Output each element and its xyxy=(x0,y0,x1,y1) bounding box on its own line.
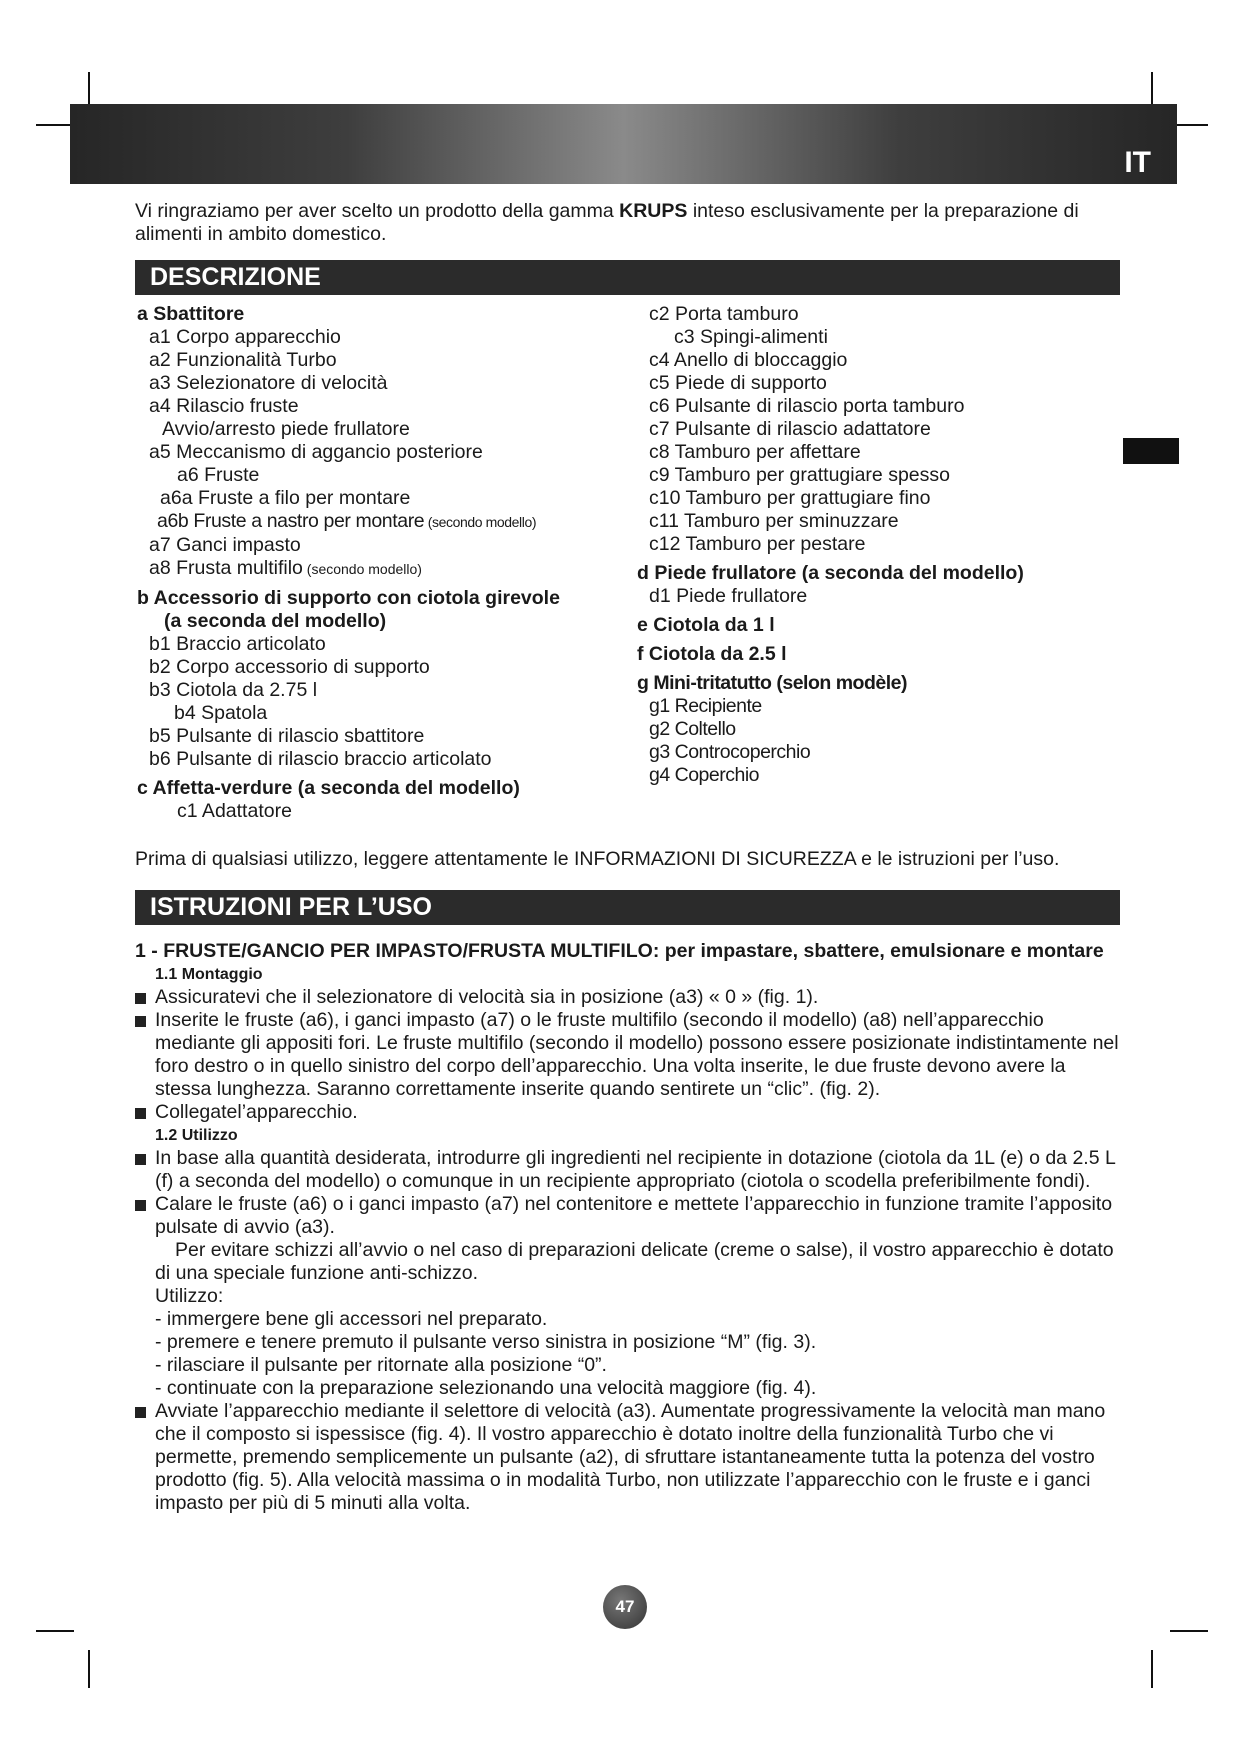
description-item: c3 Spingi-alimenti xyxy=(674,326,828,348)
description-item: (a seconda del modello) xyxy=(164,610,387,632)
description-item: a3 Selezionatore di velocità xyxy=(149,372,388,394)
description-item: c4 Anello di bloccaggio xyxy=(649,349,848,371)
description-item: a7 Ganci impasto xyxy=(149,534,301,556)
section-header-istruzioni: ISTRUZIONI PER L’USO xyxy=(135,890,1120,925)
description-item: b Accessorio di supporto con ciotola girevole xyxy=(137,587,560,609)
description-item: a6b Fruste a nastro per montare (secondo modello) xyxy=(157,510,537,532)
description-item: a6 Fruste xyxy=(177,464,260,486)
intro-paragraph xyxy=(135,200,1120,246)
step-item: - premere e tenere premuto il pulsante verso sinistra in posizione “M” (fig. 3). xyxy=(155,1331,817,1353)
description-item: e Ciotola da 1 l xyxy=(637,614,775,636)
description-item: d Piede frullatore (a seconda del modello) xyxy=(637,562,1024,584)
intro-text: inteso esclusivamente per la preparazione di alimenti in ambito domestico. xyxy=(135,200,1079,245)
bullet-item: Calare le fruste (a6) o i ganci impasto (a7) nel contenitore e mettete l’apparecchio in funzione tramite l’apposito pulsate di avvio (a3). xyxy=(135,1193,1120,1239)
description-item: b6 Pulsante di rilascio braccio articolato xyxy=(149,748,492,770)
description-item: b3 Ciotola da 2.75 l xyxy=(149,679,318,701)
description-item: d1 Piede frullatore xyxy=(649,585,808,607)
description-item: c10 Tamburo per grattugiare fino xyxy=(649,487,931,509)
subsection-utilizzo: 1.2 Utilizzo xyxy=(155,1127,238,1144)
intro-text: Vi ringraziamo per aver scelto un prodotto della gamma xyxy=(135,200,620,222)
description-item: c1 Adattatore xyxy=(177,800,292,822)
use-list xyxy=(135,1147,1120,1239)
antisplash-text: Per evitare schizzi all’avvio o nel caso di preparazioni delicate (creme o salse), il vostro apparecchio è dotato di una speciale funzione anti-schizzo. xyxy=(155,1239,1114,1284)
description-item: c7 Pulsante di rilascio adattatore xyxy=(649,418,931,440)
description-item: b4 Spatola xyxy=(174,702,268,724)
description-item: a8 Frusta multifilo (secondo modello) xyxy=(149,557,422,579)
description-item: a2 Funzionalità Turbo xyxy=(149,349,337,371)
crop-mark xyxy=(88,1650,90,1688)
description-item: a5 Meccanismo di aggancio posteriore xyxy=(149,441,483,463)
language-code: IT xyxy=(1124,146,1151,179)
description-item: g2 Coltello xyxy=(649,718,736,740)
description-item: g1 Recipiente xyxy=(649,695,762,717)
step-item: - continuate con la preparazione selezionando una velocità maggiore (fig. 4). xyxy=(155,1377,817,1399)
bullet-item: Avviate l’apparecchio mediante il selettore di velocità (a3). Aumentate progressivamente la velocità man mano che il composto si ispessisce (fig. 4). Il vostro apparecchio è dotato inoltre della funzionalità Turbo che vi permette, premendo semplicemente un pulsante (a2), di sfruttare istantaneamente tutta la potenza del vostro prodotto (fig. 5). Alla velocità massima o in modalità Turbo, non utilizzate l’apparecchio con le fruste e i ganci impasto per più di 5 minuti alla volta. xyxy=(135,1400,1120,1515)
description-item: c12 Tamburo per pestare xyxy=(649,533,866,555)
section-header-descrizione: DESCRIZIONE xyxy=(135,260,1120,295)
page-number: 47 xyxy=(603,1585,647,1629)
crop-mark xyxy=(1170,1630,1208,1632)
description-item: a Sbattitore xyxy=(137,303,245,325)
bullet-item: Assicuratevi che il selezionatore di velocità sia in posizione (a3) « 0 » (fig. 1). xyxy=(135,986,1120,1009)
crop-mark xyxy=(36,1630,74,1632)
description-item: a6a Fruste a filo per montare xyxy=(160,487,411,509)
utilizzo-label: Utilizzo: xyxy=(155,1285,224,1307)
step-item: - rilasciare il pulsante per ritornate alla posizione “0”. xyxy=(155,1354,607,1376)
description-item: f Ciotola da 2.5 l xyxy=(637,643,787,665)
usage-title: 1 - FRUSTE/GANCIO PER IMPASTO/FRUSTA MULTIFILO: per impastare, sbattere, emulsionare e montare xyxy=(135,940,1104,962)
description-item: b2 Corpo accessorio di supporto xyxy=(149,656,430,678)
description-item: a4 Rilascio fruste xyxy=(149,395,299,417)
safety-note: Prima di qualsiasi utilizzo, leggere attentamente le INFORMAZIONI DI SICUREZZA e le istruzioni per l’uso. xyxy=(135,848,1060,870)
description-item: c5 Piede di supporto xyxy=(649,372,827,394)
bullet-item: Inserite le fruste (a6), i ganci impasto (a7) o le fruste multifilo (secondo il modello) (a8) nell’apparecchio mediante gli appositi fori. Le fruste multifilo (secondo il modello) possono essere posizionate indistintamente nel foro destro o in quello sinistro del corpo dell’apparecchio. Una volta inserite, le due fruste devono avere la stessa lunghezza. Saranno correttamente inserite quando sentirete un “clic”. (fig. 2). xyxy=(135,1009,1120,1101)
description-item: b5 Pulsante di rilascio sbattitore xyxy=(149,725,425,747)
subsection-montaggio: 1.1 Montaggio xyxy=(155,966,263,983)
header-bar xyxy=(70,104,1177,184)
description-item: g3 Controcoperchio xyxy=(649,741,811,763)
description-item: c6 Pulsante di rilascio porta tamburo xyxy=(649,395,965,417)
description-right-column xyxy=(637,303,1024,787)
crop-mark xyxy=(1151,1650,1153,1688)
description-item: c9 Tamburo per grattugiare spesso xyxy=(649,464,950,486)
description-left-column xyxy=(137,303,560,823)
description-item: a1 Corpo apparecchio xyxy=(149,326,341,348)
description-item: g4 Coperchio xyxy=(649,764,759,786)
mount-list xyxy=(135,986,1120,1124)
step-item: - immergere bene gli accessori nel preparato. xyxy=(155,1308,548,1330)
description-item: g Mini-tritatutto (selon modèle) xyxy=(637,672,907,694)
description-item: c Affetta-verdure (a seconda del modello) xyxy=(137,777,520,799)
crop-mark xyxy=(36,124,74,126)
steps-list xyxy=(135,1308,1120,1400)
brand-name: KRUPS xyxy=(619,200,688,222)
bullet-item: Collegatel’apparecchio. xyxy=(135,1101,1120,1124)
bullet-item: In base alla quantità desiderata, introdurre gli ingredienti nel recipiente in dotazione (ciotola da 1L (e) o da 2.5 L (f) a seconda del modello) o comunque in un recipiente appropriato (ciotola o scodella preferibilmente fondi). xyxy=(135,1147,1120,1193)
description-item: c11 Tamburo per sminuzzare xyxy=(649,510,899,532)
description-item: Avvio/arresto piede frullatore xyxy=(162,418,410,440)
description-item: b1 Braccio articolato xyxy=(149,633,326,655)
description-item: c2 Porta tamburo xyxy=(649,303,799,325)
side-thumb-tab xyxy=(1123,438,1179,464)
usage-instructions xyxy=(135,940,1120,1515)
description-item: c8 Tamburo per affettare xyxy=(649,441,861,463)
